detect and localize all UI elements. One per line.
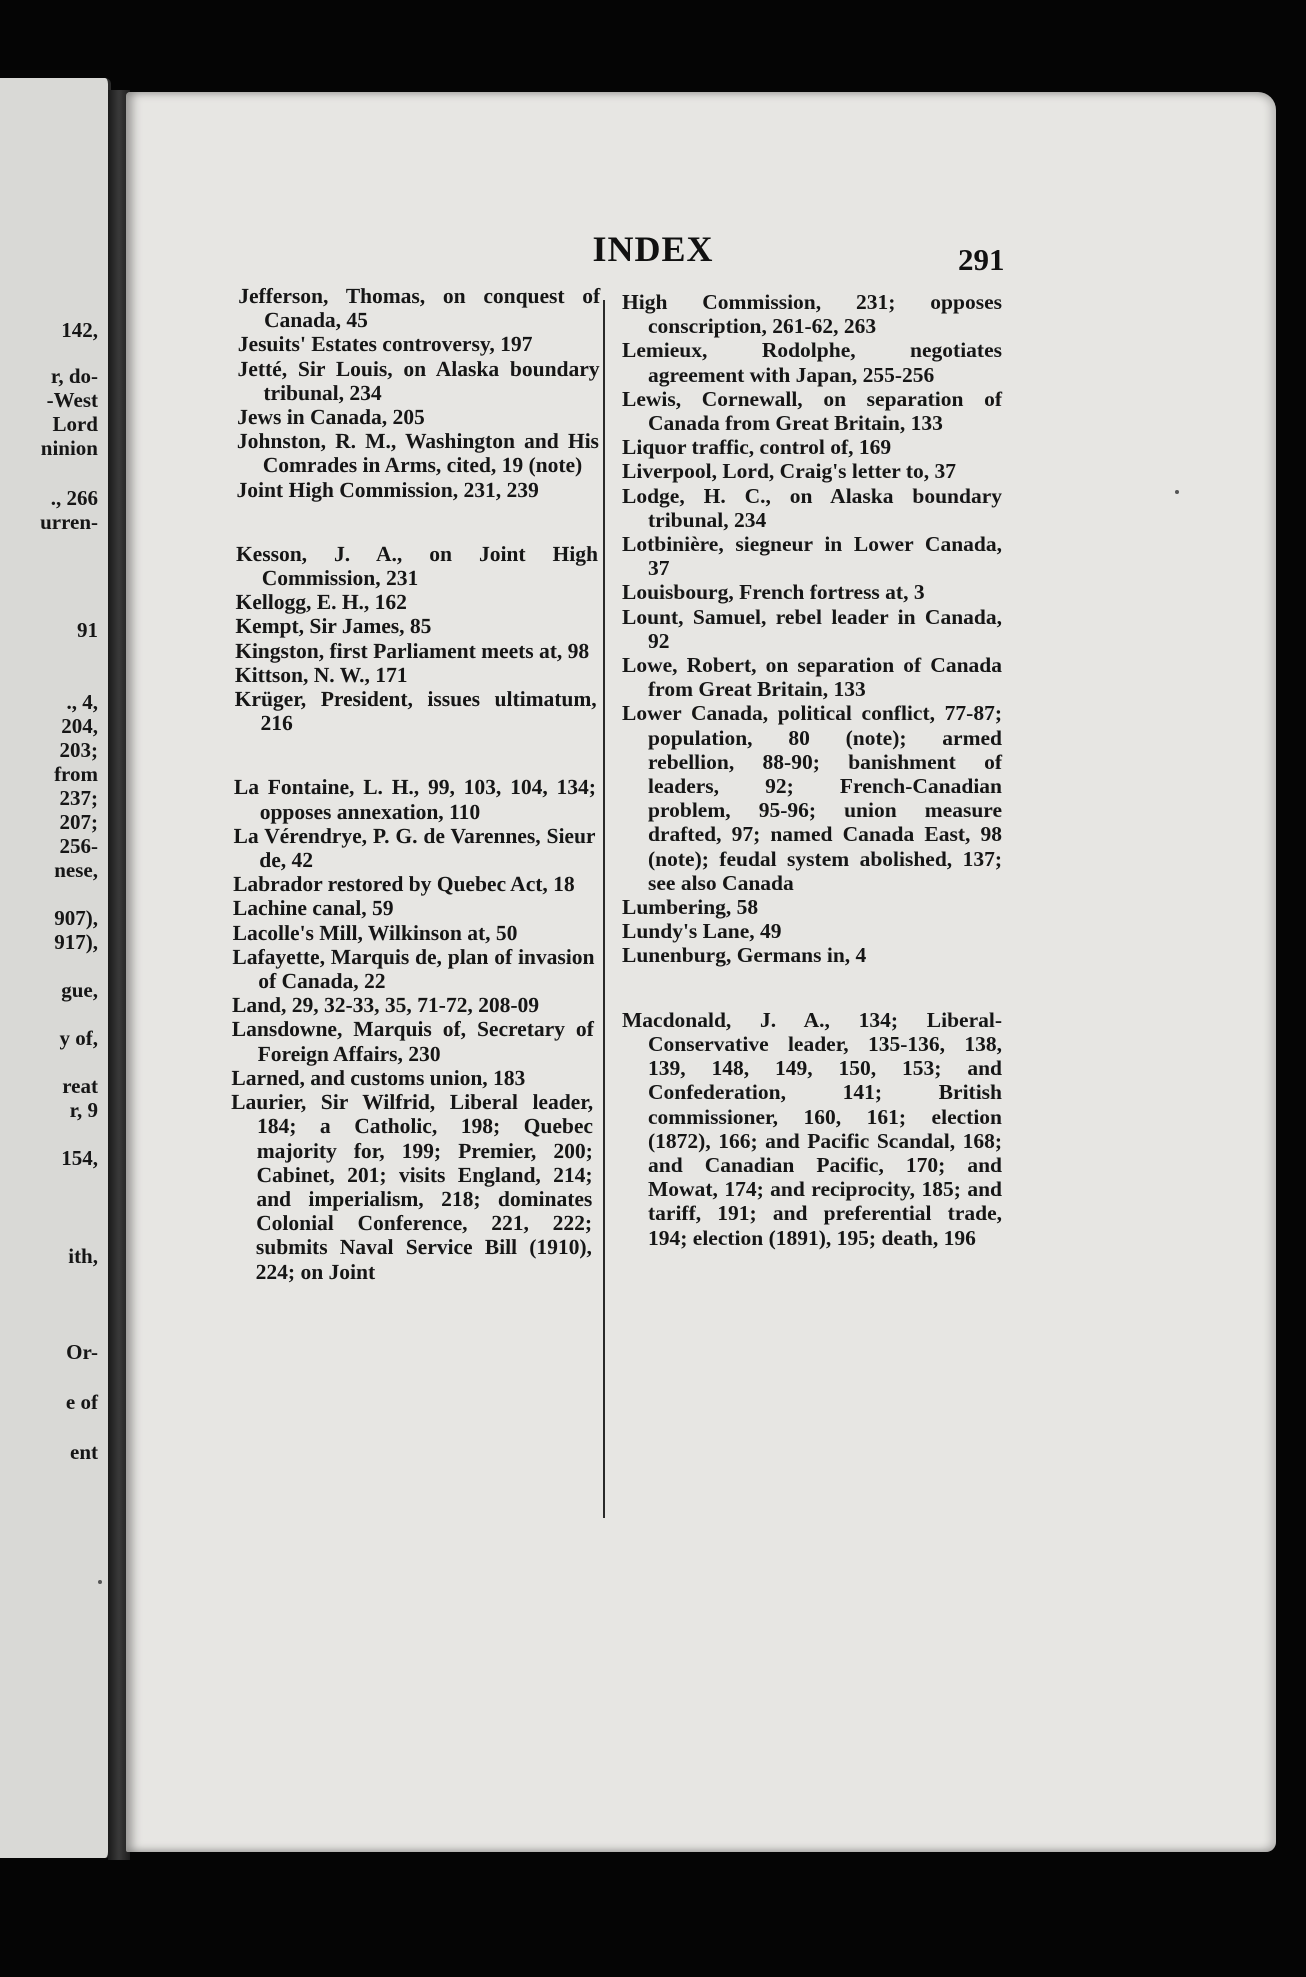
index-entry: Lachine canal, 59 — [232, 896, 394, 921]
index-entry: High Commission, 231; opposes conscription, 261-62, 263 — [622, 290, 1002, 339]
margin-fragment: gue, — [61, 978, 98, 1002]
margin-fragment: urren- — [40, 510, 98, 534]
margin-fragment: Or- — [66, 1340, 98, 1364]
index-entry: Lansdowne, Marquis of, Secretary of Foreign Affairs, 230 — [231, 1017, 594, 1066]
index-entry: Lower Canada, political conflict, 77-87; population, 80 (note); armed rebellion, 88-90; banishment of leaders, 92; French-Canadian problem, 95-96; union measure drafted, 97; named Canada East, 98 (note); feudal system abolished, 137; see also Canada — [622, 701, 1002, 895]
index-column-right — [622, 290, 1002, 1250]
index-entry: Liverpool, Lord, Craig's letter to, 37 — [622, 459, 956, 484]
index-entry: Lafayette, Marquis de, plan of invasion of Canada, 22 — [232, 944, 595, 994]
index-entry: Jesuits' Estates controversy, 197 — [237, 332, 533, 357]
margin-fragment: 91 — [77, 618, 98, 642]
index-entry: Jefferson, Thomas, on conquest of Canada, 45 — [238, 284, 601, 333]
margin-fragment: ent — [70, 1440, 98, 1464]
margin-fragment: ., 4, — [66, 690, 98, 714]
index-entry: Jews in Canada, 205 — [237, 405, 425, 430]
index-entry: Lumbering, 58 — [622, 895, 759, 920]
margin-fragment: nese, — [54, 858, 98, 882]
margin-fragment: y of, — [59, 1026, 98, 1050]
margin-fragment: 237; — [59, 786, 98, 810]
index-entry: Land, 29, 32-33, 35, 71-72, 208-09 — [231, 993, 540, 1018]
index-entry: Kempt, Sir James, 85 — [235, 614, 432, 639]
index-entry: Labrador restored by Quebec Act, 18 — [233, 872, 575, 897]
index-entry: Liquor traffic, control of, 169 — [622, 435, 892, 460]
margin-fragment: 142, — [61, 318, 98, 342]
index-entry: Johnston, R. M., Washington and His Comrades in Arms, cited, 19 (note) — [236, 429, 600, 478]
margin-fragment: Lord — [52, 412, 98, 436]
index-entry: Lacolle's Mill, Wilkinson at, 50 — [232, 920, 518, 945]
letter-group-gap — [622, 968, 1002, 1008]
page-number: 291 — [958, 242, 1005, 277]
index-entry: Laurier, Sir Wilfrid, Liberal leader, 184; a Catholic, 198; Quebec majority for, 199; Premier, 200; Cabinet, 201; visits England, 214; and imperialism, 218; dominates Colonial Conference, 221, 222; submits Naval Service Bill (1910), 224; on Joint — [231, 1090, 594, 1284]
index-entry: Joint High Commission, 231, 239 — [236, 477, 539, 502]
page-title: INDEX — [592, 229, 714, 269]
index-entry: Lotbinière, siegneur in Lower Canada, 37 — [622, 532, 1002, 581]
letter-group-gap — [234, 735, 596, 775]
index-entry: La Fontaine, L. H., 99, 103, 104, 134; opposes annexation, 110 — [233, 775, 597, 824]
margin-fragment: ith, — [68, 1244, 98, 1268]
margin-fragment: 207; — [59, 810, 98, 834]
index-entry: Kellogg, E. H., 162 — [235, 590, 408, 615]
index-entry: Macdonald, J. A., 134; Liberal-Conservative leader, 135-136, 138, 139, 148, 149, 150, 153; and Confederation, 141; British commissioner, 160, 161; election (1872), 166; and Pacific Scandal, 168; and Canadian Pacific, 170; and Mowat, 174; and reciprocity, 185; and tariff, 191; and preferential trade, 194; election (1891), 195; death, 196 — [622, 1007, 1002, 1250]
margin-fragment: 917), — [54, 930, 98, 954]
index-column-left — [230, 284, 601, 1284]
letter-group-gap — [236, 502, 598, 542]
margin-fragment: -West — [46, 388, 98, 412]
margin-fragment: e of — [65, 1390, 98, 1414]
index-entry: Lodge, H. C., on Alaska boundary tribunal, 234 — [622, 483, 1002, 532]
index-entry: Krüger, President, issues ultimatum, 216 — [234, 687, 597, 736]
index-entry: Kesson, J. A., on Joint High Commission, 231 — [235, 541, 599, 591]
margin-fragment: r, 9 — [69, 1098, 98, 1122]
index-entry: Kittson, N. W., 171 — [234, 662, 408, 687]
margin-fragment: 256- — [59, 834, 98, 858]
paper-speck — [1175, 490, 1179, 494]
index-entry: Lundy's Lane, 49 — [622, 919, 782, 944]
index-entry: Lunenburg, Germans in, 4 — [622, 943, 867, 968]
paper-speck — [98, 1580, 102, 1584]
index-entry: Lemieux, Rodolphe, negotiates agreement with Japan, 255-256 — [622, 338, 1002, 387]
margin-fragment: 154, — [61, 1146, 98, 1170]
index-entry: La Vérendrye, P. G. de Varennes, Sieur de, 42 — [233, 823, 596, 873]
index-entry: Louisbourg, French fortress at, 3 — [622, 580, 925, 605]
index-entry: Lowe, Robert, on separation of Canada from Great Britain, 133 — [622, 653, 1002, 702]
index-entry: Lount, Samuel, rebel leader in Canada, 92 — [622, 604, 1002, 653]
margin-fragment: 203; — [59, 738, 98, 762]
margin-fragment: reat — [62, 1074, 98, 1098]
column-divider — [603, 300, 605, 1518]
margin-fragment: 907), — [54, 906, 98, 930]
facing-page — [0, 78, 111, 1858]
margin-fragment: 204, — [61, 714, 98, 738]
margin-fragment: ninion — [40, 436, 98, 460]
index-entry: Larned, and customs union, 183 — [231, 1065, 526, 1090]
margin-fragment: ., 266 — [50, 486, 98, 510]
margin-fragment: r, do- — [50, 364, 98, 388]
index-entry: Kingston, first Parliament meets at, 98 — [235, 638, 590, 663]
index-entry: Lewis, Cornewall, on separation of Canada from Great Britain, 133 — [622, 386, 1002, 436]
margin-fragment: from — [54, 762, 98, 786]
index-entry: Jetté, Sir Louis, on Alaska boundary tribunal, 234 — [237, 356, 600, 405]
